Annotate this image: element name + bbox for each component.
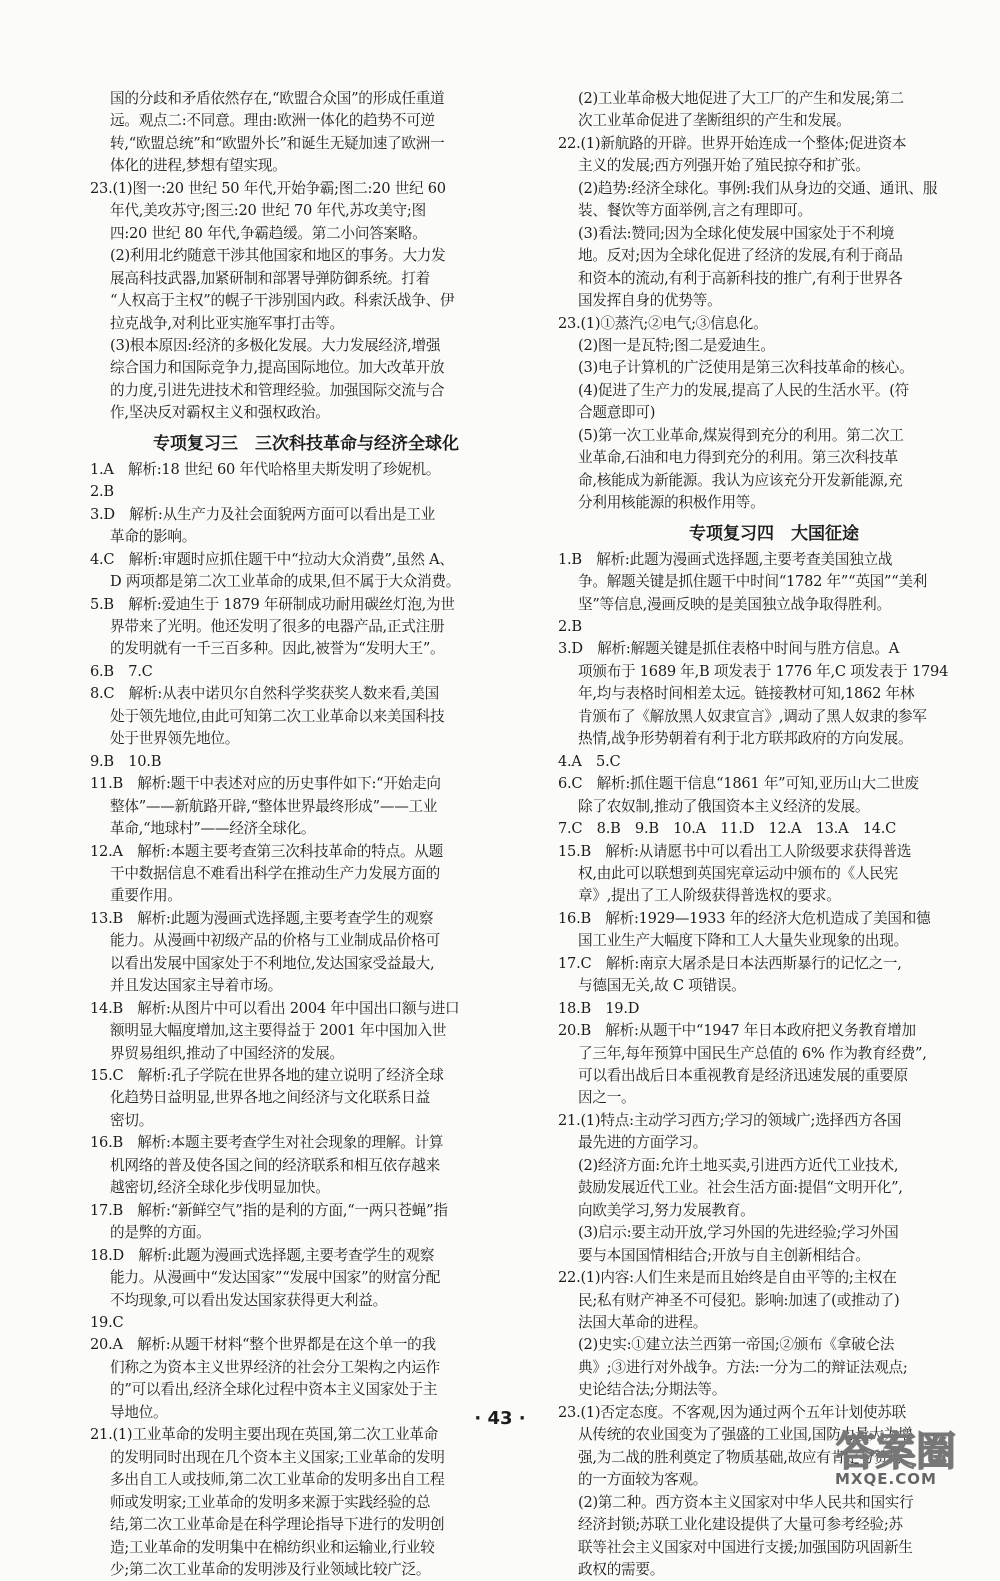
text-line: 转,“欧盟总统”和“欧盟外长”和诞生无疑加速了欧洲一 <box>110 134 445 152</box>
text-line: 7.C 8.B 9.B 10.A 11.D 12.A 13.A 14.C <box>558 820 897 838</box>
text-line: (2)利用北约随意干涉其他国家和地区的事务。大力发 <box>110 247 446 265</box>
text-line: 21.(1)特点:主动学习西方;学习的领域广;选择西方各国 <box>558 1111 902 1129</box>
text-line: 1.B 解析:此题为漫画式选择题,主要考查美国独立战 <box>558 550 893 568</box>
text-line: 15.C 解析:孔子学院在世界各地的建立说明了经济全球 <box>90 1067 444 1085</box>
text-line: 展高科技武器,加紧研制和部署导弹防御系统。打着 <box>110 269 430 287</box>
text-line: 国发挥自身的优势等。 <box>578 292 722 310</box>
text-line: (4)促进了生产力的发展,提高了人民的生活水平。(符 <box>578 381 909 399</box>
text-line: (5)第一次工业革命,煤炭得到充分的利用。第二次工 <box>578 426 904 444</box>
text-line: 向欧美学习,努力发展教育。 <box>578 1201 755 1219</box>
text-line: 与德国无关,故 C 项错误。 <box>578 977 746 995</box>
text-line: 最先进的方面学习。 <box>578 1134 708 1152</box>
text-line: 16.B 解析:本题主要考查学生对社会现象的理解。计算 <box>90 1134 444 1152</box>
text-line: D 两项都是第二次工业革命的成果,但不属于大众消费。 <box>110 573 461 591</box>
text-line: 项颁布于 1689 年,B 项发表于 1776 年,C 项发表于 1794 <box>578 662 949 680</box>
text-line: 16.B 解析:1929—1933 年的经济大危机造成了美国和德 <box>558 909 931 927</box>
text-line: 坚”等信息,漫画反映的是美国独立战争取得胜利。 <box>578 595 891 613</box>
text-line: 17.C 解析:南京大屠杀是日本法西斯暴行的记忆之一, <box>558 954 902 972</box>
text-line: (2)趋势:经济全球化。事例:我们从身边的交通、通讯、服 <box>578 179 938 197</box>
text-line: 4.A 5.C <box>558 752 621 770</box>
text-line: 少;第二次工业革命的发明涉及行业领域比较广泛。 <box>110 1561 431 1578</box>
text-line: “人权高于主权”的幌子干涉别国内政。科索沃战争、伊 <box>110 292 455 310</box>
text-line: 18.B 19.D <box>558 999 640 1017</box>
text-line: 史论结合法;分期法等。 <box>578 1381 727 1399</box>
text-line: 18.D 解析:此题为漫画式选择题,主要考查学生的观察 <box>90 1246 435 1264</box>
text-line: 22.(1)新航路的开辟。世界开始连成一个整体;促进资本 <box>558 134 907 152</box>
watermark-site-text: MXQE.COM <box>835 1470 937 1488</box>
text-line: (2)经济方面:允许土地买卖,引进西方近代工业技术, <box>578 1156 899 1174</box>
text-line: 4.C 解析:审题时应抓住题干中“拉动大众消费”,虽然 A、 <box>90 550 454 568</box>
text-line: 分利用核能源的积极作用等。 <box>578 494 765 512</box>
text-line: 重要作用。 <box>110 887 182 905</box>
text-line: 权,由此可以联想到英国宪章运动中颁布的《人民宪 <box>578 864 898 882</box>
text-line: 干中数据信息不难看出科学在推动生产力发展方面的 <box>110 864 440 882</box>
text-line: 年,均与表格时间相差太远。链接教材可知,1862 年林 <box>578 685 915 703</box>
text-line: 3.D 解析:解题关键是抓住表格中时间与胜方信息。A <box>558 640 900 658</box>
text-line: 23.(1)否定态度。不客观,因为通过两个五年计划使苏联 <box>558 1403 906 1421</box>
text-line: 可以看出战后日本重视教育是经济迅速发展的重要原 <box>578 1067 908 1085</box>
text-line: 化趋势日益明显,世界各地之间经济与文化联系日益 <box>110 1089 430 1107</box>
text-line: 肯颁布了《解放黑人奴隶宣言》,调动了黑人奴隶的参军 <box>578 707 927 725</box>
text-line: (3)根本原因:经济的多极化发展。大力发展经济,增强 <box>110 336 441 354</box>
text-line: 的发明同时出现在几个资本主义国家;工业革命的发明 <box>110 1448 445 1466</box>
text-line: 不均现象,可以看出发达国家获得更大利益。 <box>110 1291 387 1309</box>
text-line: 界贸易组织,推动了中国经济的发展。 <box>110 1044 344 1062</box>
text-line: 3.D 解析:从生产力及社会面貌两方面可以看出是工业 <box>90 505 436 523</box>
page-number: · 43 · <box>474 1408 526 1429</box>
text-line: 并且发达国家主导着市场。 <box>110 977 283 995</box>
text-line: 革命,“地球村”——经济全球化。 <box>110 820 316 838</box>
text-line: 因之一。 <box>578 1089 636 1107</box>
text-line: 民;私有财产神圣不可侵犯。影响:加速了(或推动了) <box>578 1291 900 1309</box>
text-line: 能力。从漫画中初级产品的价格与工业制成品价格可 <box>110 932 440 950</box>
text-line: 鼓励发展近代工业。社会生活方面:提倡“文明开化”, <box>578 1179 903 1197</box>
text-line: 处于领先地位,由此可知第二次工业革命以来美国科技 <box>110 707 445 725</box>
text-line: 15.B 解析:从请愿书中可以看出工人阶级要求获得普选 <box>558 842 912 860</box>
text-line: (3)电子计算机的广泛使用是第三次科技革命的核心。 <box>578 359 914 377</box>
text-line: 政权的需要。 <box>578 1561 665 1578</box>
text-line: 从传统的农业国变为了强盛的工业国,国防力量大为增 <box>578 1426 913 1444</box>
text-line: 联等社会主义国家对中国进行支援;加强国防巩固新生 <box>578 1538 913 1556</box>
text-line: (2)史实:①建立法兰西第一帝国;②颁布《拿破仑法 <box>578 1336 895 1354</box>
text-line: 23.(1)①蒸汽;②电气;③信息化。 <box>558 314 768 332</box>
text-line: 14.B 解析:从图片中可以看出 2004 年中国出口额与进口 <box>90 999 460 1017</box>
text-line: 5.B 解析:爱迪生于 1879 年研制成功耐用碳丝灯泡,为世 <box>90 595 455 613</box>
text-line: 23.(1)图一:20 世纪 50 年代,开始争霸;图二:20 世纪 60 <box>90 179 446 197</box>
text-line: 整体”——新航路开辟,“整体世界最终形成”——工业 <box>110 797 438 815</box>
text-line: 革命的影响。 <box>110 528 197 546</box>
text-line: 19.C <box>90 1314 124 1332</box>
text-line: 处于世界领先地位。 <box>110 730 240 748</box>
text-line: 业革命,石油和电力得到充分的利用。第三次科技革 <box>578 449 898 467</box>
text-line: 综合国力和国际竞争力,提高国际地位。加大改革开放 <box>110 359 445 377</box>
text-line: 热情,战争形势朝着有利于北方联邦政府的方向发展。 <box>578 730 913 748</box>
text-line: 争。解题关键是抓住题干中时间“1782 年”“英国”“美利 <box>578 573 928 591</box>
text-line: 2.B <box>558 617 582 635</box>
section-heading: 专项复习四 大国征途 <box>689 523 859 544</box>
text-line: 造;工业革命的发明集中在棉纺织业和运输业,行业较 <box>110 1538 435 1556</box>
text-line: 国工业生产大幅度下降和工人大量失业现象的出现。 <box>578 932 908 950</box>
text-line: 界带来了光明。他还发明了很多的电器产品,正式注册 <box>110 617 445 635</box>
text-line: (2)第二种。西方资本主义国家对中华人民共和国实行 <box>578 1493 914 1511</box>
text-line: (3)启示:要主动开放,学习外国的先进经验;学习外国 <box>578 1224 899 1242</box>
text-line: 多出自工人或技师,第二次工业革命的发明多出自工程 <box>110 1471 445 1489</box>
text-line: 典》;③进行对外战争。方法:一分为二的辩证法观点; <box>578 1358 908 1376</box>
text-line: 章》,提出了工人阶级获得普选权的要求。 <box>578 887 841 905</box>
text-line: (2)图一是瓦特;图二是爱迪生。 <box>578 336 775 354</box>
text-line: 21.(1)工业革命的发明主要出现在英国,第二次工业革命 <box>90 1426 438 1444</box>
text-line: 的一方面较为客观。 <box>578 1471 708 1489</box>
text-line: 强,为二战的胜利奠定了物质基础,故应有肯定与赞扬 <box>578 1448 903 1466</box>
text-line: 师或发明家;工业革命的发明多来源于实践经验的总 <box>110 1493 431 1511</box>
watermark-logo: 答案圈 <box>836 1429 956 1475</box>
text-line: 经济封锁;苏联工业化建设提供了大量可参考经验;苏 <box>578 1516 903 1534</box>
text-line: 结,第二次工业革命是在科学理论指导下进行的发明创 <box>110 1516 445 1534</box>
text-line: 1.A 解析:18 世纪 60 年代哈格里夫斯发明了珍妮机。 <box>90 460 441 478</box>
text-line: 除了农奴制,推动了俄国资本主义经济的发展。 <box>578 797 870 815</box>
text-line: 地。反对;因为全球化促进了经济的发展,有利于商品 <box>578 247 903 265</box>
text-line: 们称之为资本主义世界经济的社会分工架构之内运作 <box>110 1358 440 1376</box>
text-line: 的发明就有一千三百多种。因此,被誉为“发明大王”。 <box>110 640 445 658</box>
text-line: 装、餐饮等方面举例,言之有理即可。 <box>578 202 812 220</box>
text-line: 次工业革命促进了垄断组织的产生和发展。 <box>578 112 851 130</box>
text-line: 额明显大幅度增加,这主要得益于 2001 年中国加入世 <box>110 1022 447 1040</box>
text-line: 越密切,经济全球化步伐明显加快。 <box>110 1179 330 1197</box>
text-line: 以看出发展中国家处于不利地位,发达国家受益最大, <box>110 954 435 972</box>
text-line: 6.B 7.C <box>90 662 153 680</box>
section-heading: 专项复习三 三次科技革命与经济全球化 <box>153 433 459 454</box>
text-line: 合题意即可) <box>578 404 656 422</box>
text-line: 拉克战争,对利比亚实施军事打击等。 <box>110 314 344 332</box>
text-line: 的是弊的方面。 <box>110 1224 211 1242</box>
text-line: 6.C 解析:抓住题干信息“1861 年”可知,亚历山大二世废 <box>558 775 919 793</box>
text-line: 要与本国国情相结合;开放与自主创新相结合。 <box>578 1246 870 1264</box>
text-line: 和资本的流动,有利于高新科技的推广,有利于世界各 <box>578 269 903 287</box>
text-line: 20.B 解析:从题干中“1947 年日本政府把义务教育增加 <box>558 1022 916 1040</box>
text-line: 年代,美攻苏守;图三:20 世纪 70 年代,苏攻美守;图 <box>110 202 426 220</box>
text-line: 20.A 解析:从题干材料“整个世界都是在这个单一的我 <box>90 1336 436 1354</box>
text-line: 12.A 解析:本题主要考查第三次科技革命的特点。从题 <box>90 842 443 860</box>
text-line: 22.(1)内容:人们生来是而且始终是自由平等的;主权在 <box>558 1269 897 1287</box>
text-line: 命,核能成为新能源。我认为应该充分开发新能源,充 <box>578 471 903 489</box>
text-line: 11.B 解析:题干中表述对应的历史事件如下:“开始走向 <box>90 775 441 793</box>
text-line: 四:20 世纪 80 年代,争霸趋缓。第二小问答案略。 <box>110 224 427 242</box>
text-line: 法国大革命的进程。 <box>578 1314 708 1332</box>
text-line: (3)看法:赞同;因为全球化使发展中国家处于不利境 <box>578 224 895 242</box>
text-line: 13.B 解析:此题为漫画式选择题,主要考查学生的观察 <box>90 909 434 927</box>
text-line: 17.B 解析:“新鲜空气”指的是利的方面,“一两只苍蝇”指 <box>90 1201 448 1219</box>
right-column <box>558 88 990 1581</box>
text-line: 密切。 <box>110 1111 154 1129</box>
text-line: 作,坚决反对霸权主义和强权政治。 <box>110 404 330 422</box>
text-line: 远。观点二:不同意。理由:欧洲一体化的趋势不可逆 <box>110 112 435 130</box>
text-line: 机网络的普及使各国之间的经济联系和相互依存越来 <box>110 1156 440 1174</box>
text-line: 2.B <box>90 483 114 501</box>
text-line: 9.B 10.B <box>90 752 162 770</box>
text-line: (2)工业革命极大地促进了大工厂的产生和发展;第二 <box>578 90 904 107</box>
text-line: 的力度,引进先进技术和管理经验。加强国际交流与合 <box>110 381 445 399</box>
text-line: 体化的进程,梦想有望实现。 <box>110 157 287 175</box>
left-column <box>90 88 522 1581</box>
text-line: 国的分歧和矛盾依然存在,“欧盟合众国”的形成任重道 <box>110 90 445 107</box>
text-line: 能力。从漫画中“发达国家”“发展中国家”的财富分配 <box>110 1269 441 1287</box>
text-line: 的”可以看出,经济全球化过程中资本主义国家处于主 <box>110 1381 438 1399</box>
text-line: 导地位。 <box>110 1403 168 1421</box>
text-line: 8.C 解析:从表中诺贝尔自然科学奖获奖人数来看,美国 <box>90 685 439 703</box>
text-line: 主义的发展;西方列强开始了殖民掠夺和扩张。 <box>578 157 870 175</box>
text-line: 了三年,每年预算中国民生产总值的 6% 作为教育经费”, <box>578 1044 927 1062</box>
